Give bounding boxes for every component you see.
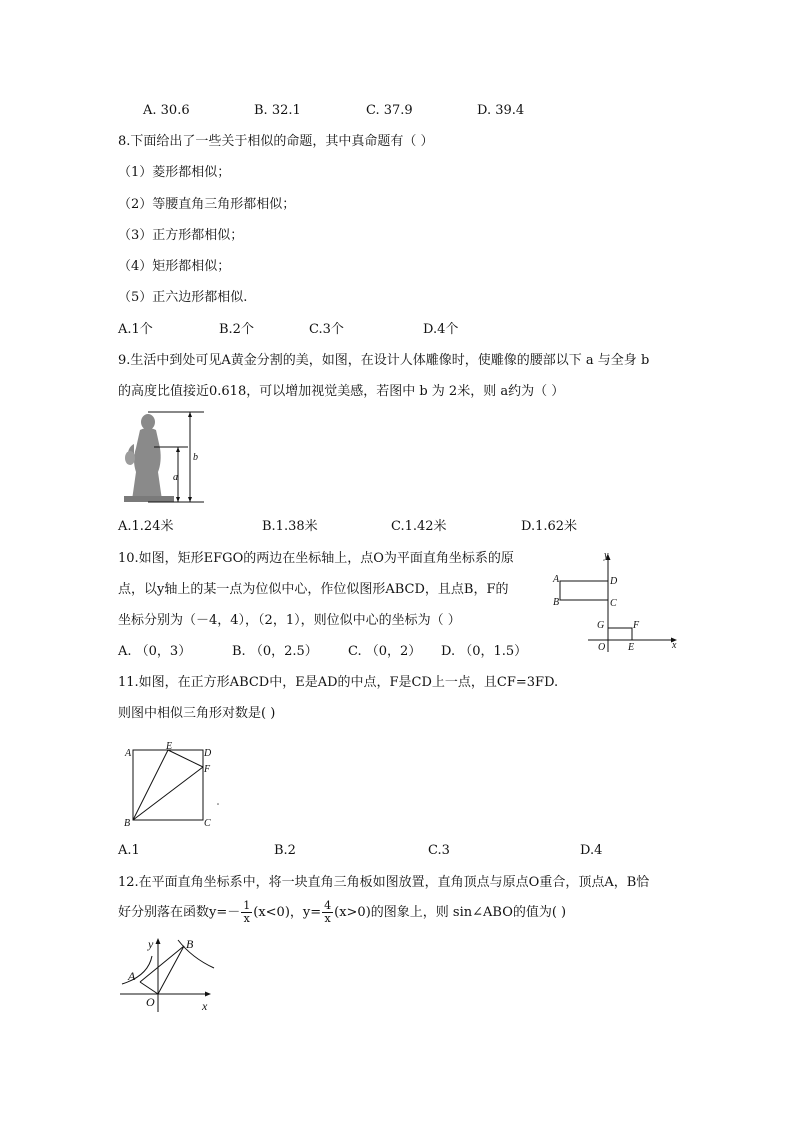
q12-fraction-2 xyxy=(322,900,333,925)
q12-label-b: B xyxy=(186,937,194,951)
q10-label-y: y xyxy=(604,550,609,561)
q7-option-c: C. 37.9 xyxy=(366,103,413,118)
q12-frac2-denominator: x xyxy=(324,912,331,925)
statue-label-a: a xyxy=(173,472,178,483)
q12-label-y: y xyxy=(148,937,154,951)
q11-label-d: D xyxy=(204,748,212,759)
q10-label-c: C xyxy=(610,598,617,609)
q11-label-a: A xyxy=(125,748,132,759)
q9-option-b: B.1.38米 xyxy=(262,519,318,534)
coordinate-figure-q10 xyxy=(550,548,680,658)
q10-label-e: E xyxy=(628,642,635,653)
statue-label-b: b xyxy=(193,452,198,463)
q11-label-e: E xyxy=(166,741,173,752)
coordinate-figure-q12 xyxy=(118,936,218,1016)
q10-option-c: C. （0，2） xyxy=(348,644,422,659)
q8-option-c: C.3个 xyxy=(309,322,344,337)
q8-item-4: （4）矩形都相似； xyxy=(118,259,231,274)
q8-stem: 8.下面给出了一些关于相似的命题，其中真命题有（ ） xyxy=(118,134,434,149)
q12-line-2 xyxy=(118,900,566,926)
q10-label-f: F xyxy=(633,620,640,631)
q7-option-a: A. 30.6 xyxy=(143,103,190,118)
q10-option-a: A. （0，3） xyxy=(118,644,192,659)
q11-label-c: C xyxy=(204,818,211,829)
q7-option-b: B. 32.1 xyxy=(254,103,301,118)
q8-option-a: A.1个 xyxy=(118,322,153,337)
statue-figure xyxy=(118,410,208,506)
q8-item-2: （2）等腰直角三角形都相似； xyxy=(118,197,296,212)
q8-item-5: （5）正六边形都相似. xyxy=(118,290,248,305)
q11-option-a: A.1 xyxy=(118,843,140,858)
q10-line-3: 坐标分别为（－4，4），（2，1），则位似中心的坐标为（ ） xyxy=(118,613,461,628)
q10-label-a: A xyxy=(553,574,560,585)
q12-line-1: 12.在平面直角坐标系中，将一块直角三角板如图放置，直角顶点与原点O重合，顶点A，B恰 xyxy=(118,875,650,890)
q11-label-f: F xyxy=(204,764,211,775)
q9-option-d: D.1.62米 xyxy=(521,519,578,534)
q11-option-d: D.4 xyxy=(580,843,603,858)
q11-label-b: B xyxy=(124,818,131,829)
q10-label-g: G xyxy=(597,620,605,631)
q9-line-2: 的高度比值接近0.618，可以增加视觉美感，若图中 b 为 2米，则 a约为（ ） xyxy=(118,384,565,399)
q12-fraction-1 xyxy=(241,900,252,925)
q12-frac1-numerator: 1 xyxy=(243,899,251,912)
q12-frac1-denominator: x xyxy=(243,912,250,925)
q11-line-1: 11.如图，在正方形ABCD中，E是AD的中点，F是CD上一点，且CF=3FD. xyxy=(118,675,559,690)
q12-frac2-numerator: 4 xyxy=(324,899,332,912)
q11-option-b: B.2 xyxy=(274,843,296,858)
q8-option-b: B.2个 xyxy=(219,322,254,337)
q10-label-d: D xyxy=(610,576,618,587)
q12-text-mid: (x<0)，y= xyxy=(253,905,322,920)
q12-text-pre: 好分别落在函数y=－ xyxy=(118,905,241,920)
q8-item-1: （1）菱形都相似； xyxy=(118,165,231,180)
q12-label-x: x xyxy=(202,999,208,1013)
square-figure-q11 xyxy=(118,742,228,832)
q11-line-2: 则图中相似三角形对数是( ) xyxy=(118,706,276,721)
q10-line-2: 点，以y轴上的某一点为位似中心，作位似图形ABCD，且点B，F的 xyxy=(118,582,509,597)
q8-item-3: （3）正方形都相似； xyxy=(118,228,244,243)
q12-label-a: A xyxy=(128,969,136,983)
q10-line-1: 10.如图，矩形EFGO的两边在坐标轴上，点O为平面直角坐标系的原 xyxy=(118,551,514,566)
q10-label-x: x xyxy=(672,640,677,651)
q10-label-b: B xyxy=(553,597,560,608)
q8-option-d: D.4个 xyxy=(423,322,459,337)
q9-line-1: 9.生活中到处可见A黄金分割的美，如图，在设计人体雕像时，使雕像的腰部以下 a 与全身 b xyxy=(118,353,650,368)
q7-option-d: D. 39.4 xyxy=(477,103,525,118)
q10-option-d: D. （0，1.5） xyxy=(441,644,528,659)
q10-option-b: B. （0，2.5） xyxy=(232,644,318,659)
q9-option-a: A.1.24米 xyxy=(118,519,174,534)
q12-label-o: O xyxy=(146,995,155,1009)
q9-option-c: C.1.42米 xyxy=(391,519,447,534)
q12-text-post: (x>0)的图象上，则 sin∠ABO的值为( ) xyxy=(334,905,567,920)
q11-option-c: C.3 xyxy=(428,843,450,858)
q10-label-o: O xyxy=(598,642,606,653)
